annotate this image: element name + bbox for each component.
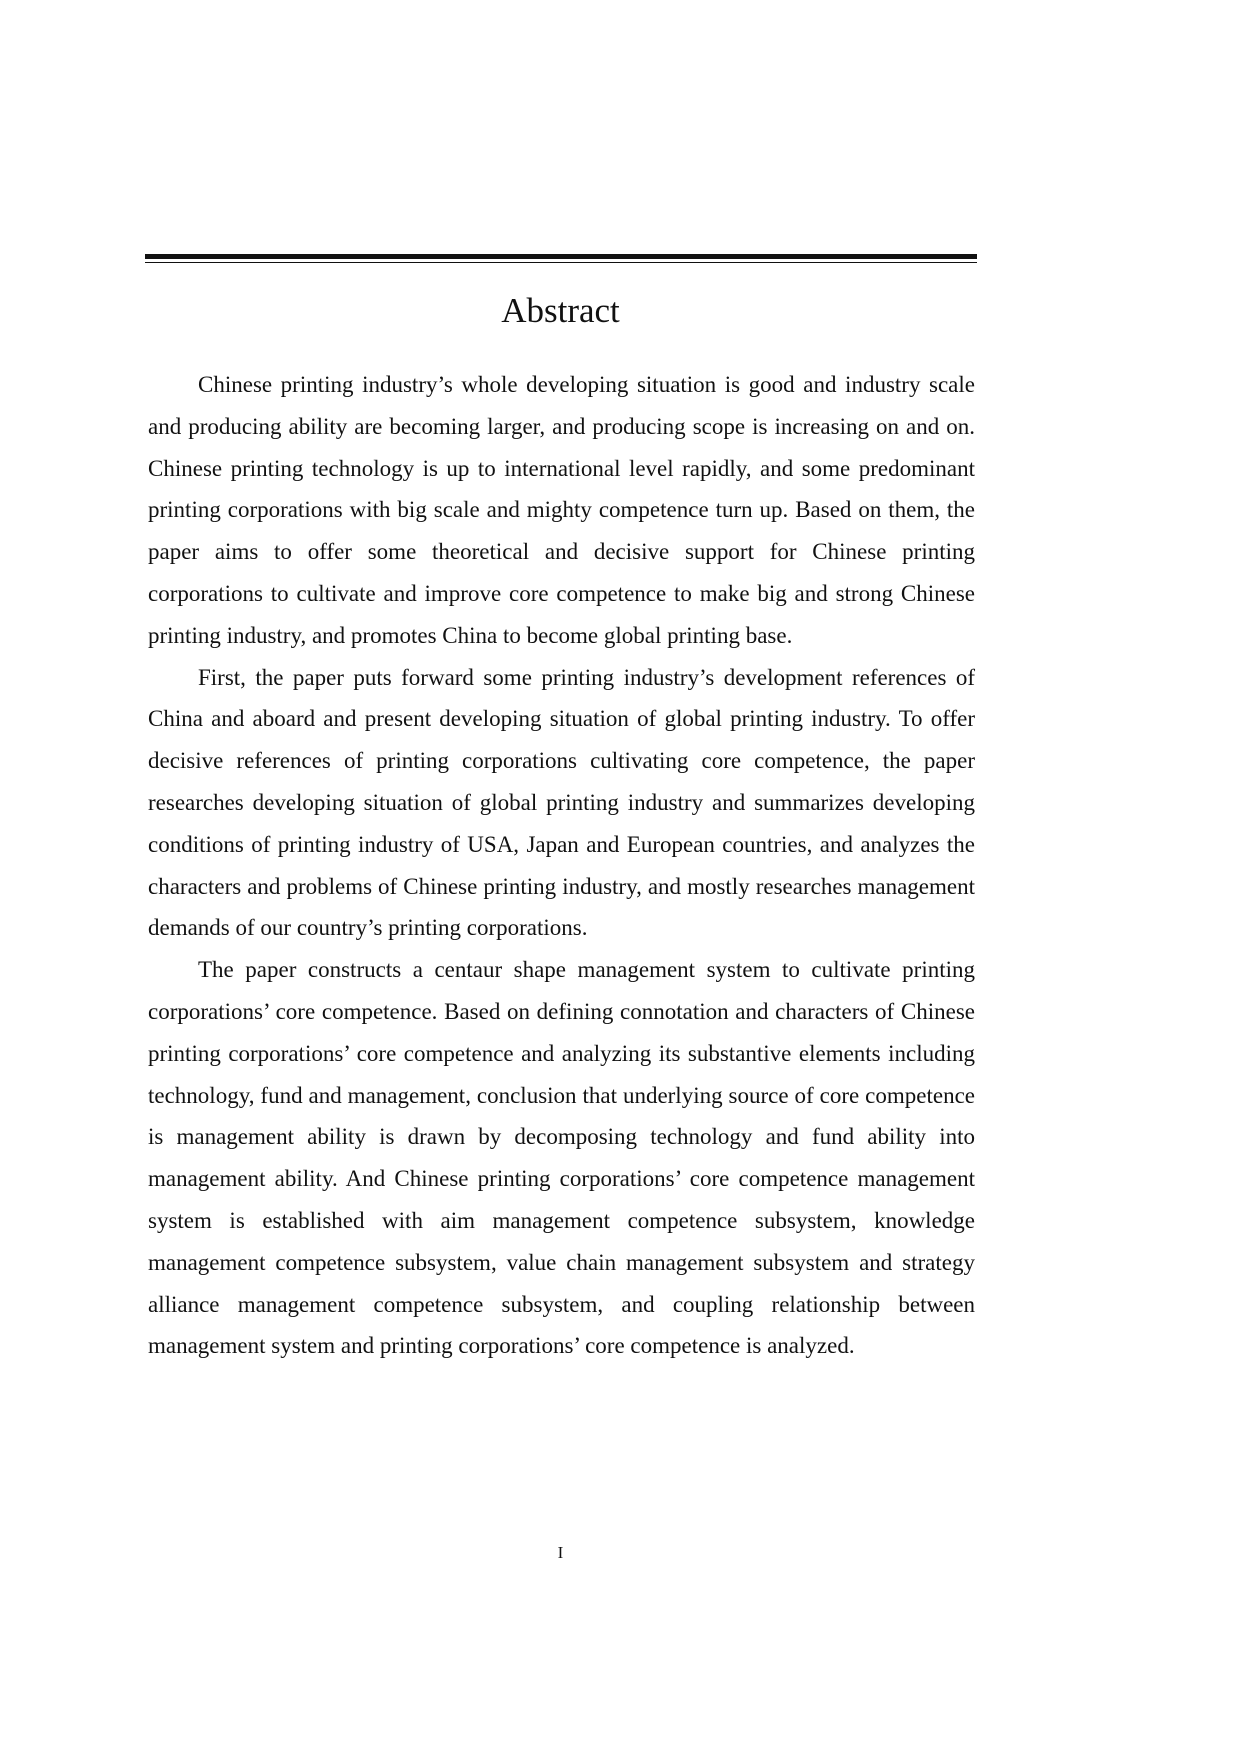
paragraph-3: The paper constructs a centaur shape management system to cultivate printing corporations’ core competence. Based on defining connotation and characters of Chinese printing corporations’ core competence and analyzing its substantive elements including technology, fund and management, conclusion that underlying source of core competence is management ability is drawn by decomposing technology and fund ability into management ability. And Chinese printing corporations’ core competence management system is established with aim management competence subsystem, knowledge management competence subsystem, value chain management subsystem and strategy alliance management competence subsystem, and coupling relationship between management system and printing corporations’ core competence is analyzed.: [148, 957, 975, 1359]
page-title: Abstract: [501, 291, 620, 330]
header-rule-thick: [145, 254, 977, 259]
page-number: I: [557, 1543, 564, 1562]
header-rule-thin: [145, 262, 977, 263]
paragraph-1: Chinese printing industry’s whole developing situation is good and industry scale and producing ability are becoming larger, and producing scope is increasing on and on. Chinese printing technology is up to international level rapidly, and some predominant printing corporations with big scale and mighty competence turn up. Based on them, the paper aims to offer some theoretical and decisive support for Chinese printing corporations to cultivate and improve core competence to make big and strong Chinese printing industry, and promotes China to become global printing base.: [148, 372, 975, 648]
abstract-body: [148, 364, 975, 1367]
header-rule: [145, 254, 977, 263]
paragraph-2: First, the paper puts forward some printing industry’s development references of China and aboard and present developing situation of global printing industry. To offer decisive references of printing corporations cultivating core competence, the paper researches developing situation of global printing industry and summarizes developing conditions of printing industry of USA, Japan and European countries, and analyzes the characters and problems of Chinese printing industry, and mostly researches management demands of our country’s printing corporations.: [148, 664, 975, 941]
